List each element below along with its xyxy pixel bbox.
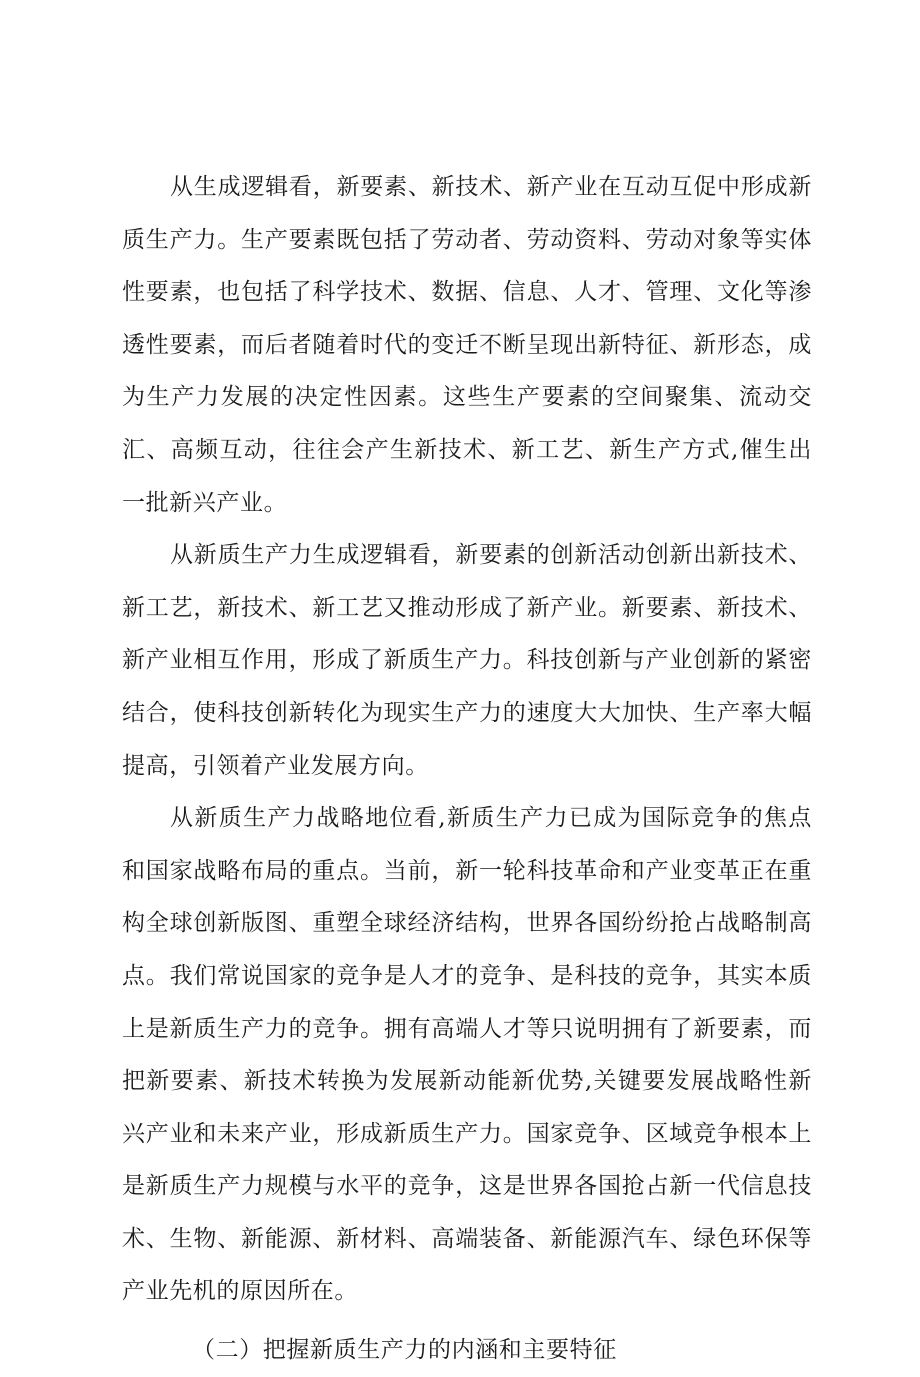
paragraph-generation-logic: 从生成逻辑看，新要素、新技术、新产业在互动互促中形成新质生产力。生产要素既包括了劳动者、劳动资料、劳动对象等实体性要素，也包括了科学技术、数据、信息、人才、管理、文化等渗透性要素，而后者随着时代的变迁不断呈现出新特征、新形态，成为生产力发展的决定性因素。这些生产要素的空间聚集、流动交汇、高频互动，往往会产生新技术、新工艺、新生产方式,催生出一批新兴产业。 bbox=[122, 174, 812, 516]
paragraph-productivity-logic: 从新质生产力生成逻辑看，新要素的创新活动创新出新技术、新工艺，新技术、新工艺又推动形成了新产业。新要素、新技术、新产业相互作用，形成了新质生产力。科技创新与产业创新的紧密结合，使科技创新转化为现实生产力的速度大大加快、生产率大幅提高，引领着产业发展方向。 bbox=[122, 542, 812, 779]
paragraph-strategic-position: 从新质生产力战略地位看,新质生产力已成为国际竞争的焦点和国家战略布局的重点。当前，新一轮科技革命和产业变革正在重构全球创新版图、重塑全球经济结构，世界各国纷纷抢占战略制高点。我们常说国家的竞争是人才的竞争、是科技的竞争，其实本质上是新质生产力的竞争。拥有高端人才等只说明拥有了新要素，而把新要素、新技术转换为发展新动能新优势,关键要发展战略性新兴产业和未来产业，形成新质生产力。国家竞争、区域竞争根本上是新质生产力规模与水平的竞争，这是世界各国抢占新一代信息技术、生物、新能源、新材料、高端装备、新能源汽车、绿色环保等产业先机的原因所在。 bbox=[122, 805, 812, 1305]
document-body bbox=[122, 161, 812, 1377]
section-subheading: （二）把握新质生产力的内涵和主要特征 bbox=[192, 1337, 617, 1364]
